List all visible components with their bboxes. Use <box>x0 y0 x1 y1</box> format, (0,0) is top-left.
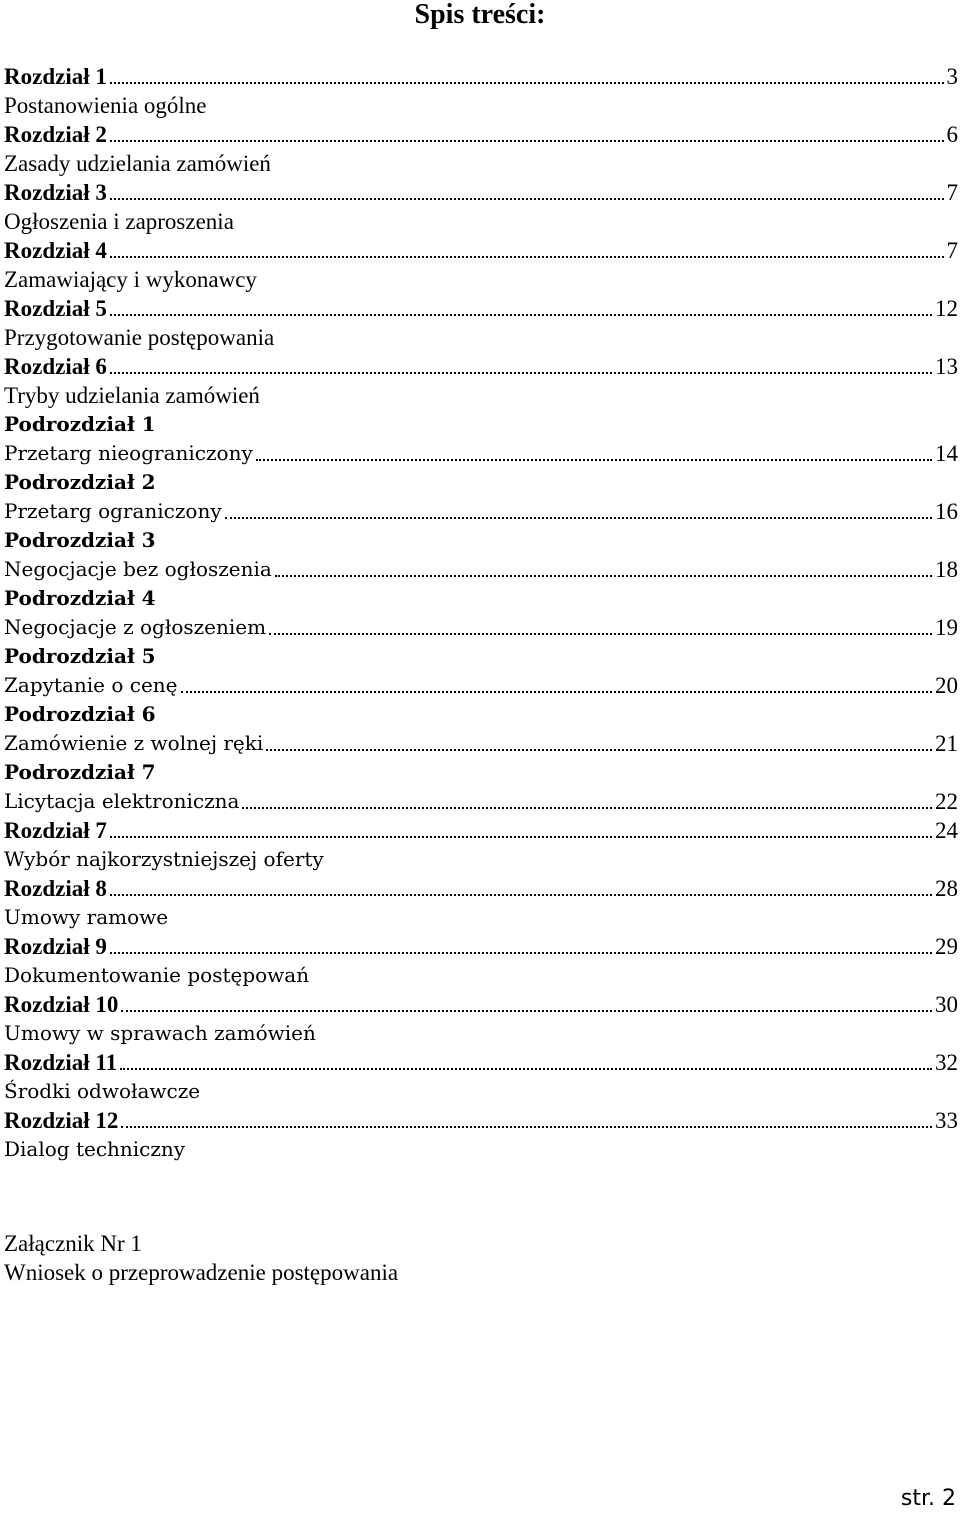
toc-entry-page: 20 <box>935 673 958 698</box>
toc-entry <box>4 148 958 177</box>
toc-entry <box>4 844 958 873</box>
toc-dot-leader <box>266 749 932 751</box>
toc-entry <box>4 699 958 728</box>
toc-entry-label: Negocjacje bez ogłoszenia <box>4 557 272 581</box>
toc-entry <box>4 815 958 844</box>
toc-entry-label: Rozdział 7 <box>4 818 107 843</box>
toc-entry-label: Podrozdział 1 <box>4 412 156 436</box>
toc-entry-page: 14 <box>935 441 958 466</box>
toc-entry-label: Umowy w sprawach zamówień <box>4 1021 316 1045</box>
toc-entry <box>4 757 958 786</box>
annex-title: Załącznik Nr 1 <box>4 1231 142 1256</box>
toc-entry-label: Podrozdział 2 <box>4 470 156 494</box>
toc-entry-page: 28 <box>935 876 958 901</box>
toc-entry-page: 13 <box>935 354 958 379</box>
toc-entry <box>4 873 958 902</box>
toc-entry-label: Rozdział 11 <box>4 1050 118 1075</box>
toc-entry <box>4 583 958 612</box>
toc-entry <box>4 496 958 525</box>
toc-entry-label: Zapytanie o cenę <box>4 673 178 697</box>
toc-entry <box>4 1047 958 1076</box>
toc-dot-leader <box>110 198 944 200</box>
toc-entry <box>4 728 958 757</box>
toc-entry-label: Przygotowanie postępowania <box>4 325 275 350</box>
toc-entry-label: Rozdział 3 <box>4 180 107 205</box>
toc-entry-label: Przetarg nieograniczony <box>4 441 253 465</box>
annex <box>4 1229 398 1287</box>
toc-entry <box>4 90 958 119</box>
toc-entry-page: 22 <box>935 789 958 814</box>
toc-entry <box>4 1018 958 1047</box>
toc-dot-leader <box>181 691 932 693</box>
page-number: str. 2 <box>900 1486 956 1511</box>
toc-dot-leader <box>110 952 932 954</box>
toc-entry-label: Rozdział 9 <box>4 934 107 959</box>
toc-entry-label: Rozdział 5 <box>4 296 107 321</box>
toc-dot-leader <box>110 836 932 838</box>
toc-entry <box>4 989 958 1018</box>
toc-entry-label: Zamówienie z wolnej ręki <box>4 731 264 755</box>
toc-entry <box>4 1134 958 1163</box>
toc-entry <box>4 554 958 583</box>
toc-entry <box>4 1076 958 1105</box>
toc-entry <box>4 61 958 90</box>
toc-dot-leader <box>275 575 932 577</box>
toc-entry-page: 24 <box>935 818 958 843</box>
toc-entry <box>4 960 958 989</box>
toc-entry <box>4 235 958 264</box>
toc-dot-leader <box>121 1010 932 1012</box>
toc-entry-label: Tryby udzielania zamówień <box>4 383 260 408</box>
toc-entry-label: Podrozdział 7 <box>4 760 156 784</box>
toc-entry <box>4 931 958 960</box>
toc-entry-label: Ogłoszenia i zaproszenia <box>4 209 234 234</box>
toc-entry <box>4 264 958 293</box>
toc-entry <box>4 786 958 815</box>
toc-entry-label: Środki odwoławcze <box>4 1079 201 1103</box>
toc-entry-page: 3 <box>946 64 958 89</box>
toc-dot-leader <box>120 1068 932 1070</box>
toc-entry-label: Dialog techniczny <box>4 1137 186 1161</box>
toc-entry <box>4 641 958 670</box>
toc-entry <box>4 322 958 351</box>
toc-entry-page: 21 <box>935 731 958 756</box>
toc-dot-leader <box>242 807 932 809</box>
annex-subtitle: Wniosek o przeprowadzenie postępowania <box>4 1260 399 1285</box>
toc-dot-leader <box>121 1126 932 1128</box>
toc-entry <box>4 467 958 496</box>
toc-entry <box>4 177 958 206</box>
toc-dot-leader <box>110 894 932 896</box>
toc-dot-leader <box>110 256 944 258</box>
toc-entry <box>4 409 958 438</box>
toc-entry-label: Dokumentowanie postępowań <box>4 963 310 987</box>
toc-dot-leader <box>110 140 944 142</box>
toc-dot-leader <box>269 633 932 635</box>
toc-entry-label: Podrozdział 4 <box>4 586 156 610</box>
toc-entry-label: Rozdział 8 <box>4 876 107 901</box>
toc-entry <box>4 351 958 380</box>
toc-entry-page: 12 <box>935 296 958 321</box>
toc-entry-label: Negocjacje z ogłoszeniem <box>4 615 267 639</box>
toc-entry-label: Rozdział 6 <box>4 354 107 379</box>
toc-entry-label: Umowy ramowe <box>4 905 169 929</box>
toc-entry-label: Postanowienia ogólne <box>4 93 207 118</box>
page-title: Spis treści: <box>414 0 546 30</box>
toc-entry-label: Przetarg ograniczony <box>4 499 222 523</box>
toc-entry-page: 7 <box>946 238 958 263</box>
toc-dot-leader <box>110 372 932 374</box>
toc-entry-page: 18 <box>935 557 958 582</box>
toc-entry-label: Podrozdział 6 <box>4 702 156 726</box>
toc-entry <box>4 380 958 409</box>
toc-entry-page: 6 <box>946 122 958 147</box>
toc-entry-label: Rozdział 4 <box>4 238 107 263</box>
toc-entry-page: 7 <box>946 180 958 205</box>
toc-entry <box>4 612 958 641</box>
toc-entry <box>4 293 958 322</box>
toc-dot-leader <box>110 82 944 84</box>
toc-entry-page: 33 <box>935 1108 958 1133</box>
toc-entry <box>4 119 958 148</box>
toc-entry <box>4 438 958 467</box>
toc-entry-page: 16 <box>935 499 958 524</box>
toc-entry-page: 19 <box>935 615 958 640</box>
toc-entry-label: Rozdział 10 <box>4 992 119 1017</box>
toc-entry <box>4 1105 958 1134</box>
toc-dot-leader <box>225 517 932 519</box>
toc-entry-label: Zamawiający i wykonawcy <box>4 267 257 292</box>
toc-entry-label: Rozdział 2 <box>4 122 107 147</box>
table-of-contents <box>4 61 958 1163</box>
toc-entry-label: Wybór najkorzystniejszej oferty <box>4 847 324 871</box>
toc-entry <box>4 902 958 931</box>
toc-entry-page: 30 <box>935 992 958 1017</box>
toc-entry-label: Licytacja elektroniczna <box>4 789 240 813</box>
toc-entry-page: 32 <box>935 1050 958 1075</box>
toc-entry-label: Podrozdział 3 <box>4 528 156 552</box>
toc-entry <box>4 670 958 699</box>
toc-entry-label: Rozdział 12 <box>4 1108 119 1133</box>
toc-entry-label: Rozdział 1 <box>4 64 107 89</box>
toc-dot-leader <box>256 459 932 461</box>
toc-entry <box>4 206 958 235</box>
toc-dot-leader <box>110 314 932 316</box>
toc-entry-label: Zasady udzielania zamówień <box>4 151 271 176</box>
toc-entry <box>4 525 958 554</box>
toc-entry-page: 29 <box>935 934 958 959</box>
toc-entry-label: Podrozdział 5 <box>4 644 156 668</box>
